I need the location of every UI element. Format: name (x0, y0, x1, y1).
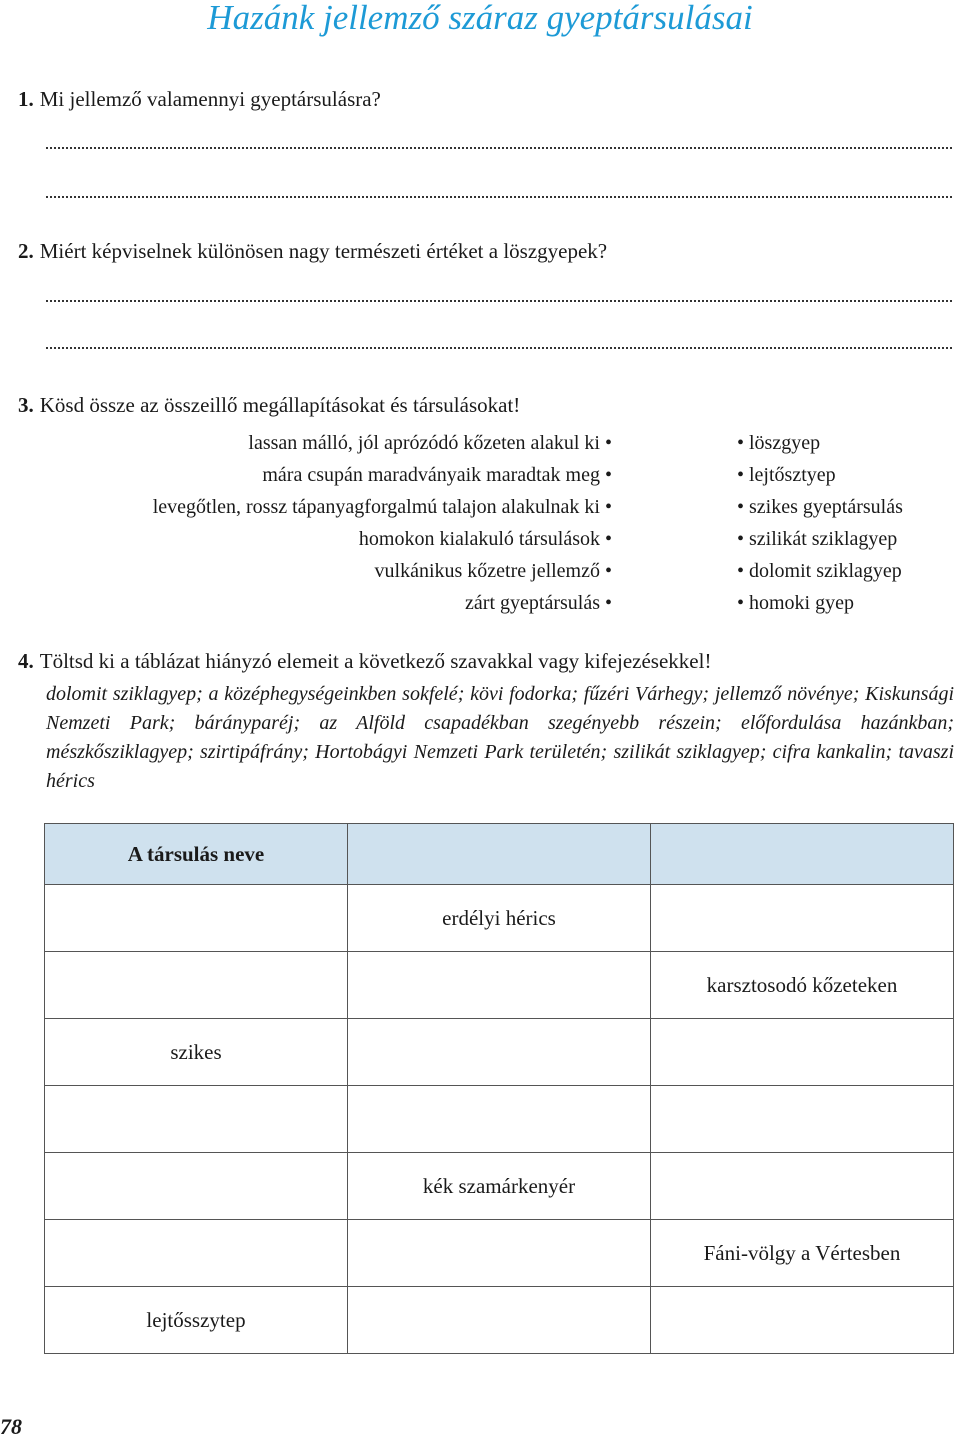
table-cell[interactable] (348, 952, 651, 1019)
page-title: Hazánk jellemző száraz gyeptársulásai (207, 0, 753, 37)
matching-statement[interactable]: vulkánikus kőzetre jellemző • (374, 560, 612, 582)
table-row (45, 1220, 954, 1287)
table-row (45, 952, 954, 1019)
matching-community[interactable]: • szikes gyeptársulás (737, 496, 903, 518)
matching-statement[interactable]: mára csupán maradványaik maradtak meg • (262, 464, 612, 486)
table-cell: kék szamárkenyér (348, 1153, 651, 1220)
matching-left-column (0, 427, 612, 619)
table-cell: lejtősszytep (45, 1287, 348, 1354)
matching-statement[interactable]: lassan málló, jól aprózódó kőzeten alakul ki • (248, 432, 612, 454)
matching-statement[interactable]: levegőtlen, rossz tápanyagforgalmú talajon alakulnak ki • (152, 496, 612, 518)
answer-line[interactable] (46, 196, 952, 198)
table-cell[interactable] (45, 1220, 348, 1287)
table-cell[interactable] (651, 1019, 954, 1086)
matching-community[interactable]: • szilikát sziklagyep (737, 528, 898, 550)
table-cell[interactable] (651, 1153, 954, 1220)
table-row (45, 1153, 954, 1220)
table-cell[interactable] (651, 1287, 954, 1354)
table-cell[interactable] (45, 1153, 348, 1220)
matching-community[interactable]: • homoki gyep (737, 592, 854, 614)
question-number: 1. (18, 87, 34, 111)
matching-statement[interactable]: homokon kialakuló társulások • (358, 528, 612, 550)
question-number: 2. (18, 239, 34, 263)
question-number: 3. (18, 393, 34, 417)
question-3 (18, 392, 520, 418)
page-number: 78 (0, 1414, 22, 1439)
question-4 (18, 648, 711, 674)
answer-line[interactable] (46, 347, 952, 349)
answer-line[interactable] (46, 300, 952, 302)
question-text: Töltsd ki a táblázat hiányzó elemeit a következő szavakkal vagy kifejezésekkel! (39, 649, 712, 673)
word-bank: dolomit sziklagyep; a középhegységeinkben sokfelé; kövi fodorka; fűzéri Várhegy; jellemző növénye; Kiskunsági Nemzeti Park; bárányparéj; az Alföld csapadékban szegényebb részein; előfordulása hazánkban; mészkősziklagyep; szirtipáfrány; Hortobágyi Nemzeti Park területén; szilikát sziklagyep; cifra kankalin; tavaszi hérics (46, 683, 954, 792)
matching-community[interactable]: • dolomit sziklagyep (737, 560, 902, 582)
table-cell: karsztosodó kőzeteken (651, 952, 954, 1019)
table-cell[interactable] (45, 1086, 348, 1153)
question-text: Miért képviselnek különösen nagy természeti értéket a löszgyepek? (39, 239, 608, 263)
table-row (45, 1019, 954, 1086)
table-row (45, 885, 954, 952)
table-cell[interactable] (348, 1220, 651, 1287)
table-cell[interactable] (348, 824, 651, 885)
question-1 (18, 86, 381, 112)
table-cell[interactable] (45, 885, 348, 952)
table-cell[interactable] (651, 885, 954, 952)
question-text: Mi jellemző valamennyi gyeptársulásra? (39, 87, 381, 111)
question-2 (18, 238, 607, 264)
table-cell: erdélyi hérics (348, 885, 651, 952)
question-number: 4. (18, 649, 34, 673)
table-cell: szikes (45, 1019, 348, 1086)
table-cell: Fáni-völgy a Vértesben (651, 1220, 954, 1287)
fill-in-table (44, 823, 954, 1354)
matching-statement[interactable]: zárt gyeptársulás • (465, 592, 612, 614)
table-row (45, 1287, 954, 1354)
table-row (45, 1086, 954, 1153)
answer-line[interactable] (46, 147, 952, 149)
table-cell[interactable] (348, 1019, 651, 1086)
question-text: Kösd össze az összeillő megállapításokat és társulásokat! (39, 393, 521, 417)
table-cell[interactable] (348, 1287, 651, 1354)
matching-community[interactable]: • lejtősztyep (737, 464, 836, 486)
matching-community[interactable]: • löszgyep (737, 432, 821, 454)
table-header-row (45, 824, 954, 885)
table-cell[interactable] (348, 1086, 651, 1153)
table-cell[interactable] (651, 1086, 954, 1153)
matching-right-column (737, 427, 957, 619)
table-cell: A társulás neve (45, 824, 348, 885)
table-cell[interactable] (651, 824, 954, 885)
table-cell[interactable] (45, 952, 348, 1019)
